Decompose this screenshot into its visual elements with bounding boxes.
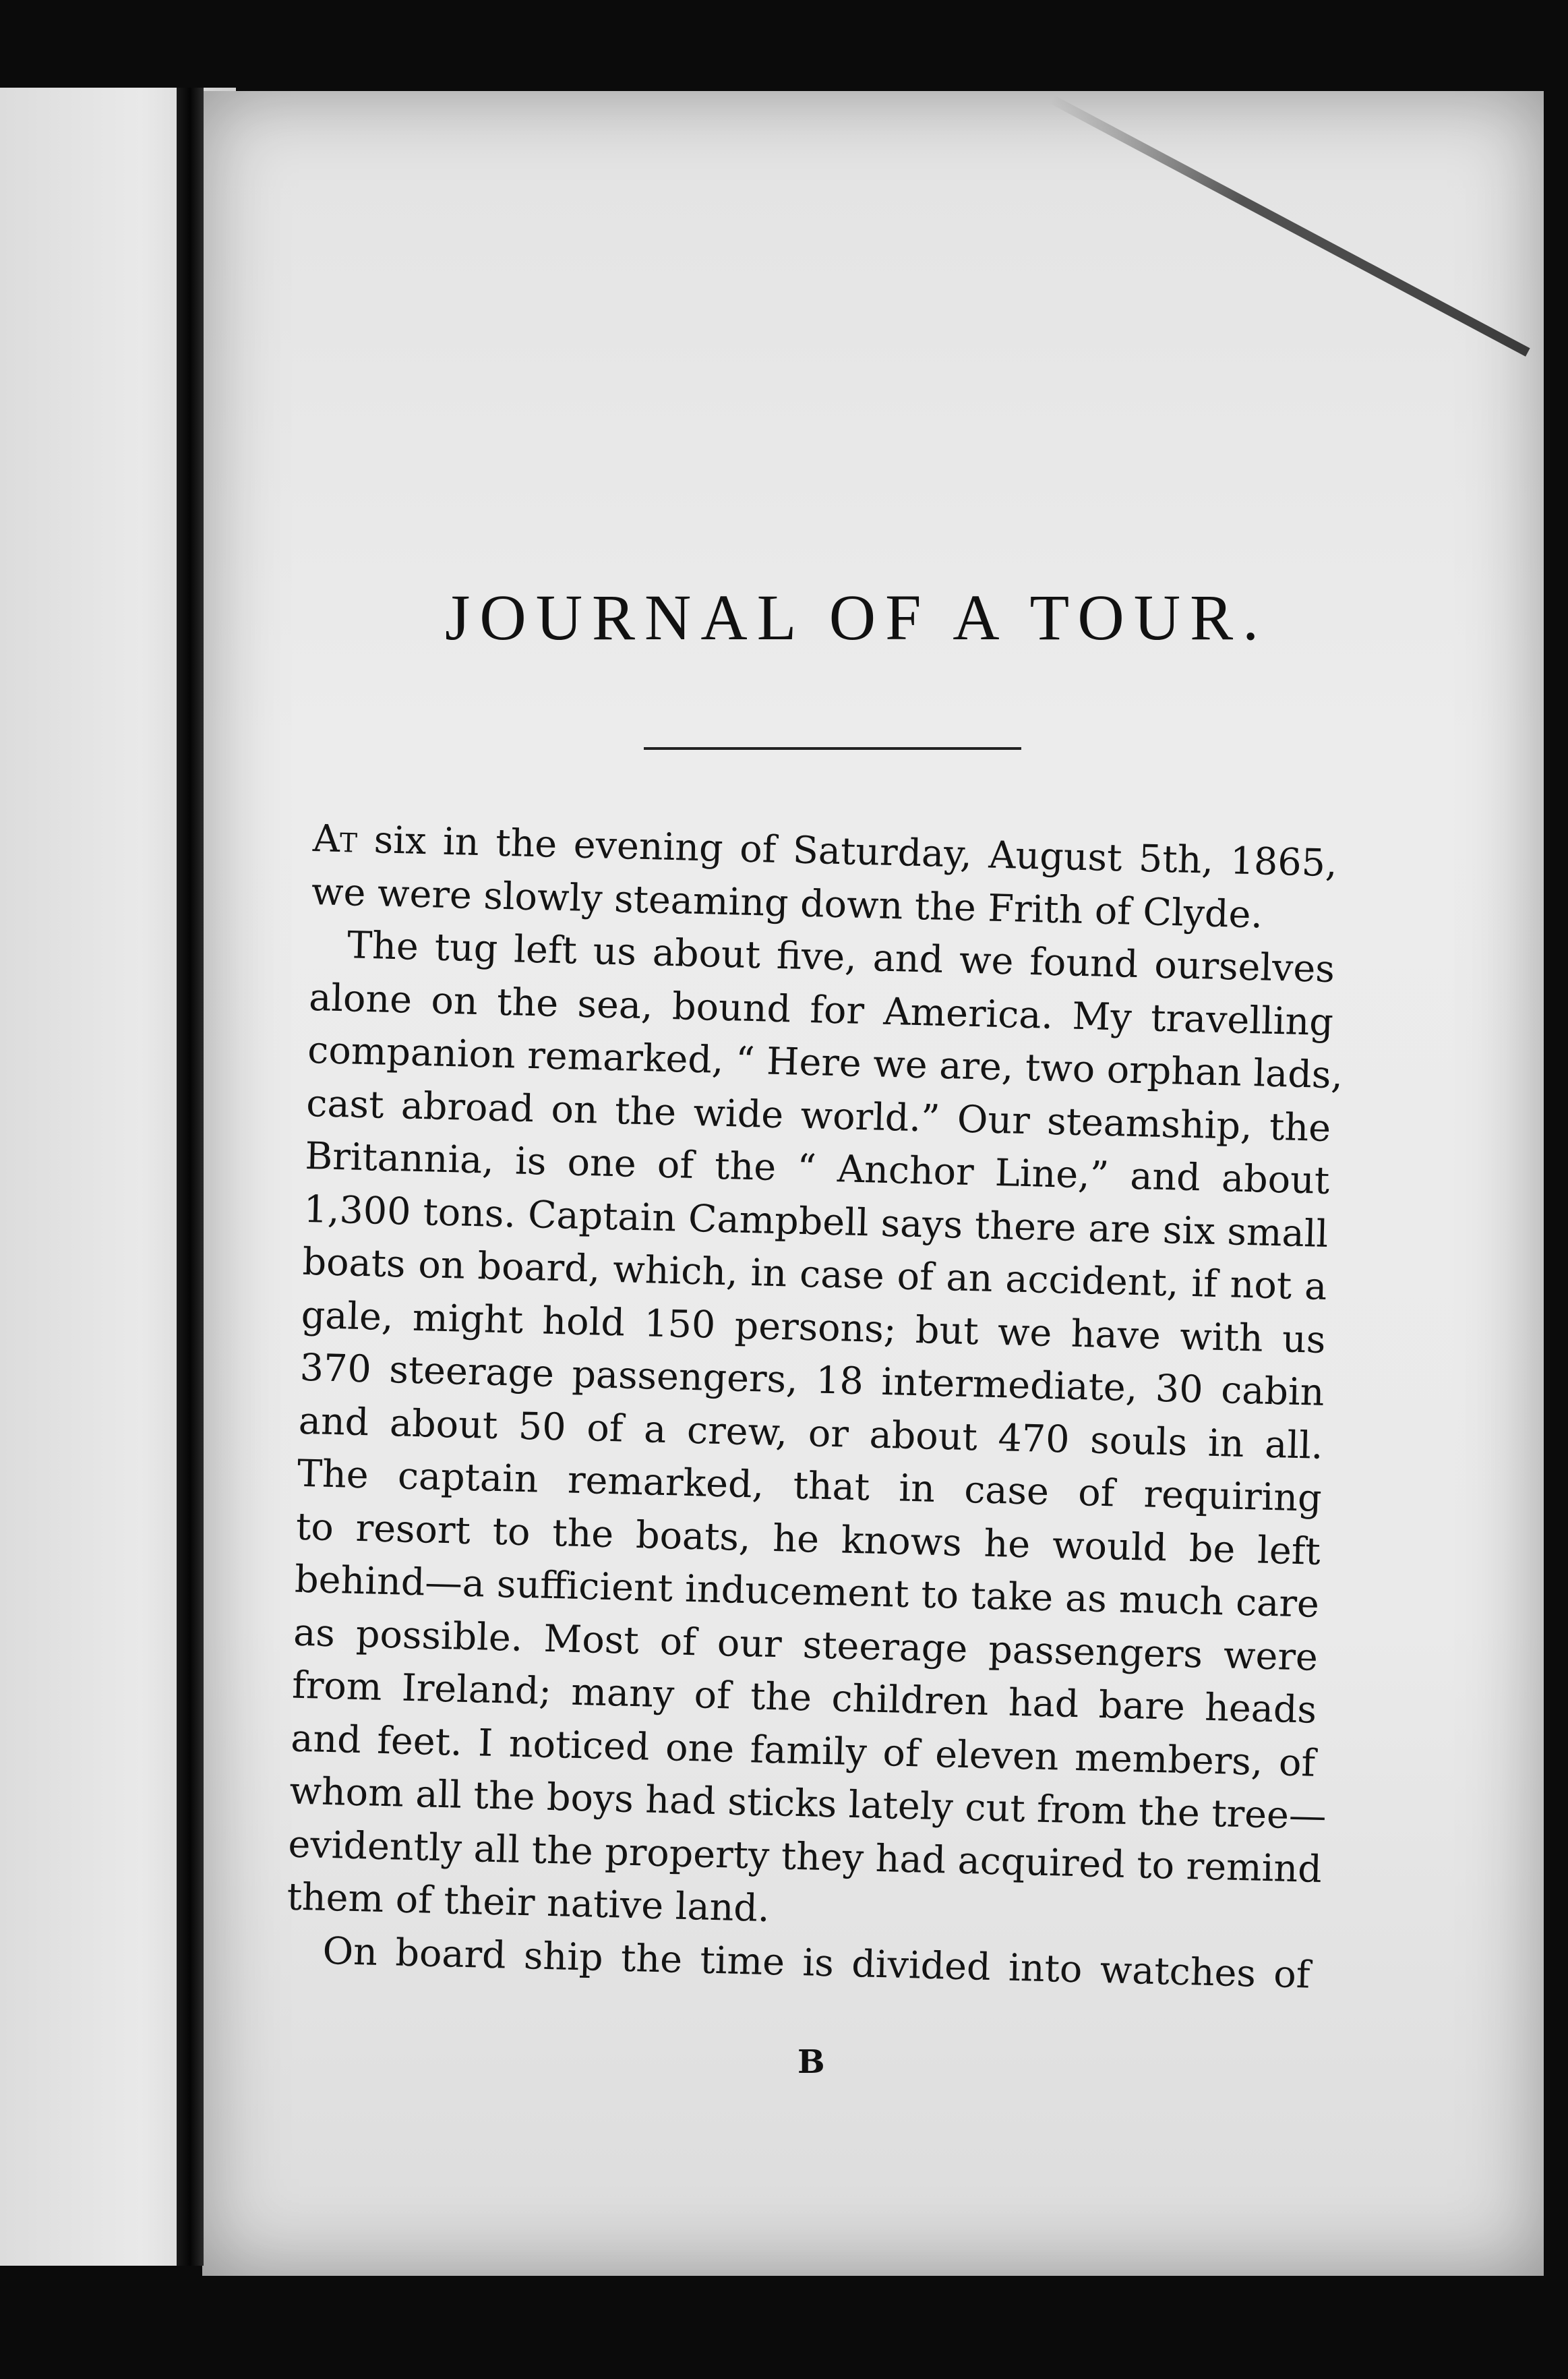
text-line: from Ireland; many of the children had bare heads (291, 1663, 1317, 1732)
text-line: evidently all the property they had acquired to remind (287, 1822, 1323, 1891)
text-line: The captain remarked, that in case of requiring (297, 1451, 1323, 1521)
text-line: At six in the evening of Saturday, August 5th, 1865, (312, 816, 1338, 886)
text-line: On board ship the time is divided into watches of (322, 1929, 1311, 1997)
text-line: The tug left us about five, and we found ourselves (346, 923, 1335, 992)
text-line: boats on board, which, in case of an accident, if not a (301, 1239, 1328, 1309)
text-line: cast abroad on the wide world.” Our steamship, the (305, 1081, 1331, 1150)
text-line: as possible. Most of our steerage passengers were (293, 1610, 1319, 1680)
text-line: behind—a sufficient inducement to take as much care (294, 1557, 1320, 1626)
paragraph-2 (286, 918, 1344, 1949)
text-line: 370 steerage passengers, 18 intermediate, 30 cabin (299, 1345, 1325, 1415)
journal-body (285, 813, 1344, 2002)
text-line: Britannia, is one of the “ Anchor Line,” and about (304, 1134, 1330, 1203)
text-line: companion remarked, “ Here we are, two orphan lads, (307, 1028, 1344, 1098)
text-line: to resort to the boats, he knows he would be left (295, 1504, 1321, 1574)
text-line: 1,300 tons. Captain Campbell says there are six small (303, 1187, 1329, 1256)
text-line: alone on the sea, bound for America. My travelling (308, 975, 1334, 1045)
text-line: them of their native land. (286, 1875, 771, 1931)
drop-lead-word: At (312, 816, 358, 862)
text-line: we were slowly steaming down the Frith of Clyde. (311, 869, 1263, 937)
book-gutter (177, 88, 204, 2266)
page-title: JOURNAL OF A TOUR. (445, 581, 1269, 653)
signature-mark: B (797, 2043, 825, 2081)
title-rule (644, 747, 1021, 750)
text-line: gale, might hold 150 persons; but we have with us (301, 1293, 1327, 1362)
text-line: whom all the boys had sticks lately cut from the tree— (289, 1769, 1327, 1839)
text-line: and feet. I noticed one family of eleven members, of (290, 1716, 1316, 1786)
text-line: and about 50 of a crew, or about 470 souls in all. (298, 1399, 1324, 1468)
